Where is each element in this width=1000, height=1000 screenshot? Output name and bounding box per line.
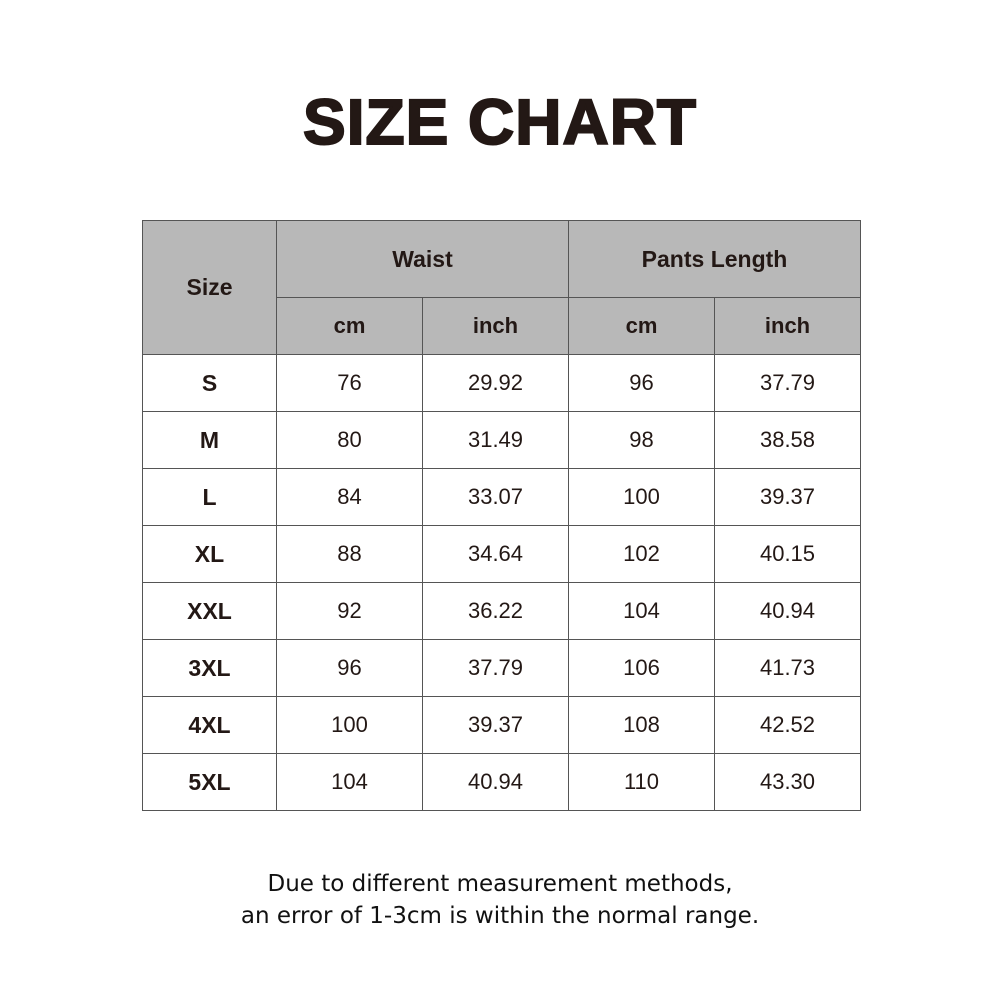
size-cell: 5XL — [143, 754, 277, 811]
size-cell: XL — [143, 526, 277, 583]
pants-length-cm-cell: 102 — [569, 526, 715, 583]
pants-length-inch-cell: 37.79 — [715, 355, 861, 412]
waist-cm-cell: 80 — [277, 412, 423, 469]
table-row — [143, 355, 861, 412]
waist-inch-cell: 34.64 — [423, 526, 569, 583]
size-cell: L — [143, 469, 277, 526]
pants-length-group-header: Pants Length — [569, 221, 861, 298]
pants-length-cm-cell: 108 — [569, 697, 715, 754]
size-cell: 3XL — [143, 640, 277, 697]
pants-length-inch-cell: 41.73 — [715, 640, 861, 697]
waist-cm-cell: 88 — [277, 526, 423, 583]
pants-length-cm-header: cm — [569, 298, 715, 355]
waist-inch-cell: 33.07 — [423, 469, 569, 526]
measurement-note — [0, 868, 1000, 932]
table-row — [143, 583, 861, 640]
table-row — [143, 697, 861, 754]
waist-inch-cell: 29.92 — [423, 355, 569, 412]
table-row — [143, 754, 861, 811]
pants-length-cm-cell: 98 — [569, 412, 715, 469]
pants-length-inch-header: inch — [715, 298, 861, 355]
pants-length-cm-cell: 104 — [569, 583, 715, 640]
table-row — [143, 469, 861, 526]
size-table — [142, 220, 861, 811]
size-column-header: Size — [143, 221, 277, 355]
size-cell: XXL — [143, 583, 277, 640]
table-row — [143, 412, 861, 469]
size-cell: M — [143, 412, 277, 469]
note-line-1: Due to different measurement methods, — [267, 871, 733, 897]
waist-cm-cell: 76 — [277, 355, 423, 412]
table-row — [143, 640, 861, 697]
waist-inch-cell: 37.79 — [423, 640, 569, 697]
pants-length-inch-cell: 43.30 — [715, 754, 861, 811]
waist-cm-header: cm — [277, 298, 423, 355]
pants-length-cm-cell: 100 — [569, 469, 715, 526]
pants-length-inch-cell: 38.58 — [715, 412, 861, 469]
pants-length-cm-cell: 110 — [569, 754, 715, 811]
waist-cm-cell: 100 — [277, 697, 423, 754]
waist-cm-cell: 104 — [277, 754, 423, 811]
waist-cm-cell: 84 — [277, 469, 423, 526]
table-row — [143, 526, 861, 583]
waist-cm-cell: 96 — [277, 640, 423, 697]
pants-length-inch-cell: 42.52 — [715, 697, 861, 754]
waist-inch-cell: 31.49 — [423, 412, 569, 469]
size-cell: 4XL — [143, 697, 277, 754]
size-cell: S — [143, 355, 277, 412]
waist-inch-cell: 39.37 — [423, 697, 569, 754]
waist-cm-cell: 92 — [277, 583, 423, 640]
table-body — [143, 355, 861, 811]
waist-inch-cell: 36.22 — [423, 583, 569, 640]
pants-length-cm-cell: 96 — [569, 355, 715, 412]
waist-group-header: Waist — [277, 221, 569, 298]
waist-inch-header: inch — [423, 298, 569, 355]
pants-length-cm-cell: 106 — [569, 640, 715, 697]
pants-length-inch-cell: 40.15 — [715, 526, 861, 583]
pants-length-inch-cell: 40.94 — [715, 583, 861, 640]
pants-length-inch-cell: 39.37 — [715, 469, 861, 526]
note-line-2: an error of 1-3cm is within the normal range. — [240, 903, 760, 929]
page-title: SIZE CHART — [303, 86, 697, 158]
waist-inch-cell: 40.94 — [423, 754, 569, 811]
